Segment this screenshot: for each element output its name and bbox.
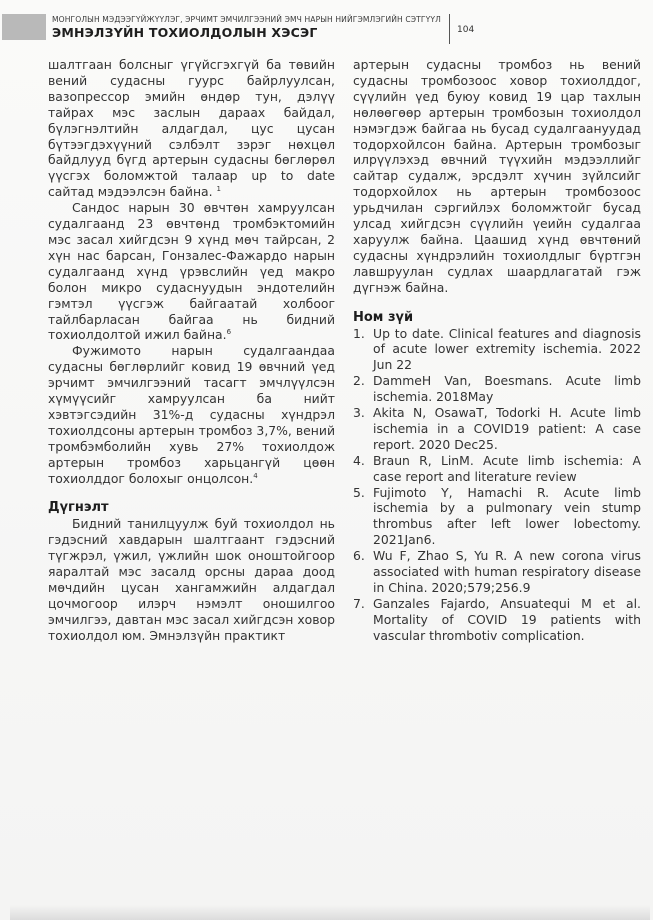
conclusion-paragraph: Бидний танилцуулж буй тохиолдол нь гэдэсний хавдарын шалтгаант гэдэсний түгжрэл, үжил, үжлийн шок оноштойгоор яаралтай мэс засалд орсны дараа доод мөчдийн цусан хангамжийн алдагдал цочмогоор илэрч нэмэлт оношилгоо эмчилгээ, давтан мэс засал хийгдсэн ховор тохиолдол юм. Эмнэлзүйн практикт [48,516,335,643]
citation-ref: 6 [226,328,232,337]
references-heading: Ном зүй [353,309,414,325]
reference-item [353,596,641,644]
reference-item [353,405,641,453]
reference-item [353,548,641,596]
header-divider [449,14,450,44]
reference-text: Wu F, Zhao S, Yu R. A new corona virus associated with human respiratory disease in China. 2020;579;256.9 [373,548,641,595]
conclusion-heading: Дүгнэлт [48,500,109,516]
header-gray-bar [2,14,46,40]
reference-text: Braun R, LinM. Acute limb ischemia: A case report and literature review [373,452,641,484]
page-edge-shadow [10,905,650,920]
reference-item [353,453,641,485]
references-list [353,326,641,644]
section-title: ЭМНЭЛЗҮЙН ТОХИОЛДОЛЫН ХЭСЭГ [52,25,318,40]
body-paragraph: артерын судасны тромбоз нь вений судасны тромбозоос ховор тохиолддог, сүүлийн үед буюу ковид 19 цар тахлын нөлөөгөөр артерын тромбозын тохиолдол нэмэгдэж байгаа нь бусад судалгаануудад тодорхойлсон байна. Артерын тромбозыг илрүүлэхэд өвчний түүхийн мэдээллийг сайтар судалж, эрсдэлт хүчин зүйлсийг тодорхойлох нь артерын тромбозоос урьдчилан сэргийлэх боломжтойг бусад улсад хийгдсэн сүүлийн үеийн судалгаа харуулж байна. Цаашид хүнд өвчтөний судасны хүндрэлийн тохиолдлыг бүртгэн лавшруулан судлах шаардлагатай гэж дүгнэж байна. [353,57,641,295]
right-column [353,57,641,644]
paragraph-text: Фужимото нарын судалгаандаа судасны бөглөрлийг ковид 19 өвчний үед эрчимт эмчилгээний тасагт эмчлүүлсэн хүмүүсийг хамруулсан ба нийт хэвтэгсэдийн 31%-д судасны хүндрэл тохиолдсоны артерын тромбоз 3,7%, вений тромбэмболийн хувь 27% тохиолдож артерын тромбоз харьцангүй цөөн тохиолддог болохыг онцолсон. [48,343,335,486]
reference-text: Up to date. Clinical features and diagnosis of acute lower extremity ischemia. 2022 Jun 22 [373,325,641,373]
journal-name: МОНГОЛЫН МЭДЭЭГҮЙЖҮҮЛЭГ, ЭРЧИМТ ЭМЧИЛГЭЭНИЙ ЭМЧ НАРЫН НИЙГЭМЛЭГИЙН СЭТГҮҮЛ [52,15,441,24]
reference-number: 5. [353,484,365,500]
reference-item [353,326,641,374]
reference-number: 6. [353,548,365,564]
reference-text: Ganzales Fajardo, Ansuatequi M et al. Mortality of COVID 19 patients with vascular thrombotiv complication. [373,595,641,643]
reference-text: DammeH Van, Boesmans. Acute limb ischemia. 2018May [373,373,641,405]
reference-number: 3. [353,405,365,421]
paragraph-text: шалтгаан болсныг үгүйсгэхгүй ба төвийн вений судасны гуурс байрлуулсан, вазопрессор эмийн өндөр тун, дэлүү тайрах мэс заслын дараах байдал, бүлэгнэлтийн алдагдал, цус цусан бүтээгдэхүүний сэлбэлт зэрэг нөхцөл байдлууд бүгд артерын судасны бөглөрөл үүсгэх боломжтой талаар up to date сайтад мэдээлсэн байна. [48,57,335,200]
paragraph-text: Сандос нарын 30 өвчтөн хамруулсан судалгаанд 23 өвчтөнд тромбэктомийн мэс засал хийгдсэн 9 хүнд мөч тайрсан, 2 хүн нас барсан, Гонзалес-Фажардо нарын судалгаанд хүнд үрэвслийн үед макро болон микро судаснуудын эндотелийн гэмтэл үүсгэж байгаатай холбоог тайлбарласан байгаа нь бидний тохиолдолтой ижил байна. [48,200,335,343]
body-paragraph [48,200,335,343]
bleed-through-text [360,670,640,900]
reference-item [353,485,641,549]
reference-item [353,373,641,405]
body-paragraph [48,343,335,486]
reference-number: 1. [353,325,365,341]
reference-number: 4. [353,452,365,468]
body-paragraph [48,57,335,200]
reference-number: 7. [353,595,365,611]
page-number: 104 [457,25,475,35]
left-column [48,57,335,644]
citation-ref: 1 [216,185,222,194]
reference-text: Fujimoto Y, Hamachi R. Acute limb ischemia by a pulmonary vein stump thrombus after left lower lobectomy. 2021Jan6. [373,484,641,548]
reference-number: 2. [353,373,365,389]
reference-text: Akita N, OsawaT, Todorki H. Acute limb ischemia in a COVID19 patient: A case report. 2020 Dec25. [373,405,641,452]
citation-ref: 4 [253,471,258,480]
